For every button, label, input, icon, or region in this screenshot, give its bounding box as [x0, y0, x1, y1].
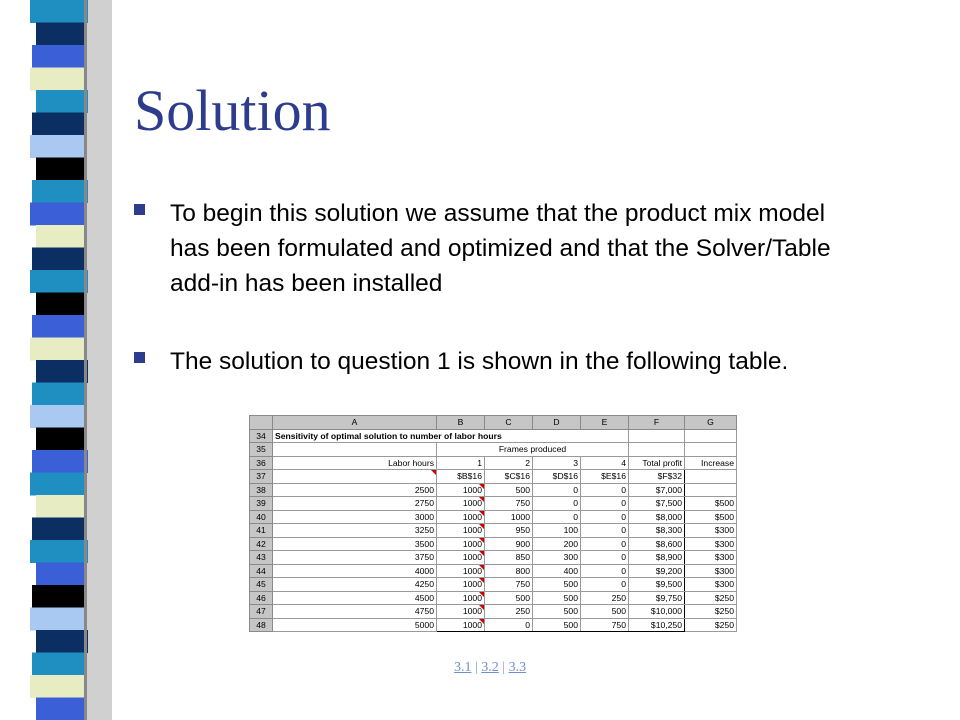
row-number: 38 — [250, 483, 273, 497]
table-cell — [437, 618, 485, 632]
column-header: C — [485, 416, 533, 430]
stripe-block — [32, 315, 84, 338]
cell-value: 0 — [621, 565, 626, 576]
row-number: 39 — [250, 497, 273, 511]
link-3-2[interactable]: 3.2 — [481, 660, 499, 675]
spreadsheet-table — [249, 415, 737, 632]
stripe-block — [36, 563, 84, 586]
cell-value: 500 — [563, 619, 578, 630]
cell-value: 4750 — [414, 606, 434, 617]
row-number: 34 — [250, 429, 273, 443]
cell-value: 4000 — [414, 565, 434, 576]
table-cell — [437, 510, 485, 524]
table-cell — [533, 524, 581, 538]
table-row — [250, 564, 737, 578]
cell-value: 500 — [563, 579, 578, 590]
cell-value: 0 — [621, 538, 626, 549]
table-cell — [685, 524, 737, 538]
table-cell — [533, 578, 581, 592]
row-number: 44 — [250, 564, 273, 578]
table-row — [250, 497, 737, 511]
table-cell — [581, 618, 629, 632]
table-row — [250, 483, 737, 497]
bullet-text: To begin this solution we assume that the product mix model has been formulated and optimized and that the Solver/Table add-in has been installed — [170, 200, 831, 297]
table-cell — [485, 524, 533, 538]
table-title-cell: Sensitivity of optimal solution to number of labor hours — [273, 429, 629, 443]
page-title: Solution — [134, 78, 331, 143]
reference-cell: $C$16 — [485, 470, 533, 484]
cell-value: 4250 — [414, 579, 434, 590]
cell-value: 300 — [563, 552, 578, 563]
stripe-block — [36, 495, 84, 518]
table-cell — [437, 537, 485, 551]
cell-value: 750 — [515, 498, 530, 509]
row-number: 43 — [250, 551, 273, 565]
header-cell: 4 — [581, 456, 629, 470]
table-row — [250, 510, 737, 524]
table-cell — [273, 591, 437, 605]
table-cell — [485, 551, 533, 565]
footer-separator: | — [502, 660, 506, 675]
table-cell — [437, 591, 485, 605]
table-cell — [533, 564, 581, 578]
table-cell — [437, 578, 485, 592]
table-cell — [273, 618, 437, 632]
cell-value: $10,000 — [650, 606, 682, 617]
column-header: B — [437, 416, 485, 430]
cell-value: 250 — [611, 592, 626, 603]
cell-value: $9,750 — [655, 592, 682, 603]
stripe-block — [32, 248, 84, 271]
cell-value: 1000 — [510, 511, 530, 522]
cell-value: 1000 — [462, 498, 482, 509]
table-cell — [629, 564, 685, 578]
table-cell — [273, 605, 437, 619]
cell-value: $8,000 — [655, 511, 682, 522]
row-number: 42 — [250, 537, 273, 551]
cell-value: 400 — [563, 565, 578, 576]
reference-cell: $F$32 — [629, 470, 685, 484]
cell-value: $250 — [714, 592, 734, 603]
cell-value: 0 — [621, 579, 626, 590]
footer-separator: | — [474, 660, 478, 675]
table-cell — [273, 564, 437, 578]
table-cell — [629, 591, 685, 605]
table-cell — [629, 578, 685, 592]
stripe-block — [36, 630, 88, 653]
cell-value: 3750 — [414, 552, 434, 563]
table-row — [250, 605, 737, 619]
header-cell-increase: Increase — [685, 456, 737, 470]
table-cell — [273, 510, 437, 524]
table-cell — [485, 510, 533, 524]
table-cell — [533, 605, 581, 619]
cell-value: $8,300 — [655, 525, 682, 536]
table-cell — [629, 551, 685, 565]
cell-value: $300 — [714, 525, 734, 536]
table-cell — [485, 591, 533, 605]
comment-marker-icon — [479, 524, 484, 529]
cell-value: 1000 — [462, 511, 482, 522]
table-cell — [685, 618, 737, 632]
table-cell — [533, 591, 581, 605]
stripe-block — [32, 450, 88, 473]
cell-value: 500 — [515, 484, 530, 495]
comment-marker-icon — [479, 497, 484, 502]
header-cell: 2 — [485, 456, 533, 470]
stripe-block — [30, 68, 84, 91]
stripe-block — [30, 473, 84, 496]
cell-value: 850 — [515, 552, 530, 563]
cell-value: $300 — [714, 552, 734, 563]
table-cell — [581, 564, 629, 578]
cell-value: $250 — [714, 619, 734, 630]
cell-value: 3250 — [414, 525, 434, 536]
comment-marker-icon — [479, 484, 484, 489]
table-cell — [533, 497, 581, 511]
table-cell — [581, 510, 629, 524]
row-number: 36 — [250, 456, 273, 470]
table-cell — [533, 510, 581, 524]
row-number: 37 — [250, 470, 273, 484]
cell-value: $500 — [714, 511, 734, 522]
table-cell — [685, 564, 737, 578]
table-cell — [685, 510, 737, 524]
table-cell — [581, 591, 629, 605]
cell-value: 2500 — [414, 484, 434, 495]
cell-value: 800 — [515, 565, 530, 576]
cell-value: 1000 — [462, 606, 482, 617]
cell-value: 750 — [515, 579, 530, 590]
stripe-block — [30, 270, 88, 293]
stripe-block — [30, 338, 84, 361]
cell-value: 0 — [573, 498, 578, 509]
table-cell — [437, 605, 485, 619]
comment-marker-icon — [479, 551, 484, 556]
cell-value: 1000 — [462, 484, 482, 495]
table-cell — [485, 537, 533, 551]
stripe-block — [36, 90, 88, 113]
frames-produced-label: Frames produced — [437, 443, 629, 457]
table-row — [250, 618, 737, 632]
table-cell — [685, 551, 737, 565]
table-cell — [533, 537, 581, 551]
table-row — [250, 443, 737, 457]
cell-value: $10,250 — [650, 619, 682, 630]
table-cell — [485, 605, 533, 619]
table-cell — [533, 551, 581, 565]
cell-value: 500 — [563, 606, 578, 617]
table-cell — [485, 497, 533, 511]
table-cell — [629, 429, 685, 443]
cell-value: $250 — [714, 606, 734, 617]
comment-marker-icon — [479, 578, 484, 583]
table-cell — [273, 497, 437, 511]
cell-value: $300 — [714, 538, 734, 549]
table-cell — [629, 510, 685, 524]
cell-value: 0 — [621, 498, 626, 509]
column-header: F — [629, 416, 685, 430]
link-3-3[interactable]: 3.3 — [508, 660, 527, 675]
column-header: A — [273, 416, 437, 430]
cell-value: 1000 — [462, 525, 482, 536]
row-number: 46 — [250, 591, 273, 605]
table-cell — [629, 524, 685, 538]
table-row — [250, 591, 737, 605]
comment-marker-icon — [431, 470, 436, 475]
cell-value: 100 — [563, 525, 578, 536]
stripe-block — [32, 518, 84, 541]
table-row — [250, 551, 737, 565]
table-cell — [685, 578, 737, 592]
column-header: G — [685, 416, 737, 430]
stripe-block — [30, 135, 84, 158]
cell-value: 500 — [515, 592, 530, 603]
link-3-1[interactable]: 3.1 — [453, 660, 472, 675]
stripe-block — [36, 428, 84, 451]
row-number: 48 — [250, 618, 273, 632]
table-cell — [273, 578, 437, 592]
table-cell — [437, 524, 485, 538]
column-header: D — [533, 416, 581, 430]
cell-value: 500 — [563, 592, 578, 603]
cell-value: 0 — [621, 525, 626, 536]
cell-value: $8,900 — [655, 552, 682, 563]
reference-cell: $B$16 — [437, 470, 485, 484]
cell-value: 3500 — [414, 538, 434, 549]
row-number: 41 — [250, 524, 273, 538]
header-cell: 1 — [437, 456, 485, 470]
table-cell — [685, 591, 737, 605]
cell-value: $7,500 — [655, 498, 682, 509]
stripe-block — [30, 608, 84, 631]
header-cell: 3 — [533, 456, 581, 470]
stripe-block — [32, 113, 84, 136]
cell-value: 900 — [515, 538, 530, 549]
comment-marker-icon — [479, 511, 484, 516]
table-cell — [581, 524, 629, 538]
cell-value: $300 — [714, 565, 734, 576]
cell-value: $9,200 — [655, 565, 682, 576]
table-cell — [685, 429, 737, 443]
cell-value: $9,500 — [655, 579, 682, 590]
table-row — [250, 537, 737, 551]
stripe-block — [30, 675, 84, 698]
table-row — [250, 470, 737, 484]
cell-value: 250 — [515, 606, 530, 617]
stripe-block — [36, 225, 84, 248]
stripe-block — [30, 0, 88, 23]
cell-value: 1000 — [462, 619, 482, 630]
cell-value: $7,000 — [655, 484, 682, 495]
table-cell — [437, 564, 485, 578]
table-cell — [581, 551, 629, 565]
table-cell — [629, 605, 685, 619]
cell-value: $500 — [714, 498, 734, 509]
comment-marker-icon — [479, 538, 484, 543]
cell-value: 0 — [621, 552, 626, 563]
footer-nav — [0, 660, 960, 676]
cell-value: 0 — [573, 511, 578, 522]
table-cell — [685, 483, 737, 497]
table-cell — [581, 483, 629, 497]
table-cell — [485, 578, 533, 592]
table-cell — [685, 605, 737, 619]
reference-cell: $E$16 — [581, 470, 629, 484]
table-cell — [581, 537, 629, 551]
table-row — [250, 578, 737, 592]
cell-value: 1000 — [462, 592, 482, 603]
table-cell — [629, 443, 685, 457]
column-header: E — [581, 416, 629, 430]
table-cell — [273, 443, 437, 457]
table-cell — [581, 578, 629, 592]
cell-value: 1000 — [462, 565, 482, 576]
reference-cell: $D$16 — [533, 470, 581, 484]
stripe-block — [30, 405, 84, 428]
table-cell — [273, 537, 437, 551]
row-number: 35 — [250, 443, 273, 457]
table-cell — [533, 483, 581, 497]
table-cell — [273, 470, 437, 484]
table-cell — [685, 443, 737, 457]
table-row — [250, 429, 737, 443]
stripe-block — [30, 203, 84, 226]
cell-value: 750 — [611, 619, 626, 630]
cell-value: $300 — [714, 579, 734, 590]
cell-value: 1000 — [462, 538, 482, 549]
stripe-block — [36, 158, 84, 181]
cell-value: 1000 — [462, 552, 482, 563]
stripe-block — [32, 180, 88, 203]
cell-value: 500 — [611, 606, 626, 617]
comment-marker-icon — [479, 605, 484, 610]
stripe-block — [30, 540, 88, 563]
cell-value: 200 — [563, 538, 578, 549]
stripe-block — [36, 23, 84, 46]
table-cell — [685, 497, 737, 511]
row-number: 40 — [250, 510, 273, 524]
table-cell — [629, 618, 685, 632]
table-cell — [485, 618, 533, 632]
stripe-block — [32, 383, 84, 406]
stripe-block — [32, 585, 84, 608]
cell-value: 0 — [573, 484, 578, 495]
table-cell — [581, 605, 629, 619]
header-cell-total-profit: Total profit — [629, 456, 685, 470]
cell-value: 0 — [621, 484, 626, 495]
comment-marker-icon — [479, 592, 484, 597]
cell-value: 950 — [515, 525, 530, 536]
stripe-block — [36, 360, 88, 383]
header-cell-labor-hours: Labor hours — [273, 456, 437, 470]
square-bullet-icon — [134, 352, 145, 363]
table-cell — [273, 524, 437, 538]
cell-value: 1000 — [462, 579, 482, 590]
cell-value: 5000 — [414, 619, 434, 630]
table-cell — [629, 537, 685, 551]
table-cell — [685, 537, 737, 551]
column-header-row — [250, 416, 737, 430]
table-cell — [629, 483, 685, 497]
table-row — [250, 524, 737, 538]
table-cell — [437, 497, 485, 511]
row-number: 47 — [250, 605, 273, 619]
square-bullet-icon — [134, 204, 145, 215]
table-cell — [485, 564, 533, 578]
stripe-block — [32, 45, 84, 68]
row-number: 45 — [250, 578, 273, 592]
cell-value: 0 — [621, 511, 626, 522]
decorative-stripe — [0, 0, 112, 720]
cell-value: 3000 — [414, 511, 434, 522]
table-cell — [437, 483, 485, 497]
table-cell — [685, 470, 737, 484]
cell-value: $8,600 — [655, 538, 682, 549]
table-cell — [581, 497, 629, 511]
corner-cell — [250, 416, 273, 430]
table-cell — [437, 551, 485, 565]
cell-value: 0 — [525, 619, 530, 630]
comment-marker-icon — [479, 565, 484, 570]
bullet-text: The solution to question 1 is shown in the following table. — [170, 348, 789, 375]
cell-value: 4500 — [414, 592, 434, 603]
table-cell — [273, 551, 437, 565]
stripe-block — [36, 698, 84, 720]
table-cell — [629, 497, 685, 511]
comment-marker-icon — [479, 619, 484, 624]
cell-value: 2750 — [414, 498, 434, 509]
table-cell — [273, 483, 437, 497]
table-row — [250, 456, 737, 470]
table-cell — [533, 618, 581, 632]
table-cell — [485, 483, 533, 497]
stripe-block — [36, 293, 84, 316]
stripe-edge — [84, 0, 87, 720]
